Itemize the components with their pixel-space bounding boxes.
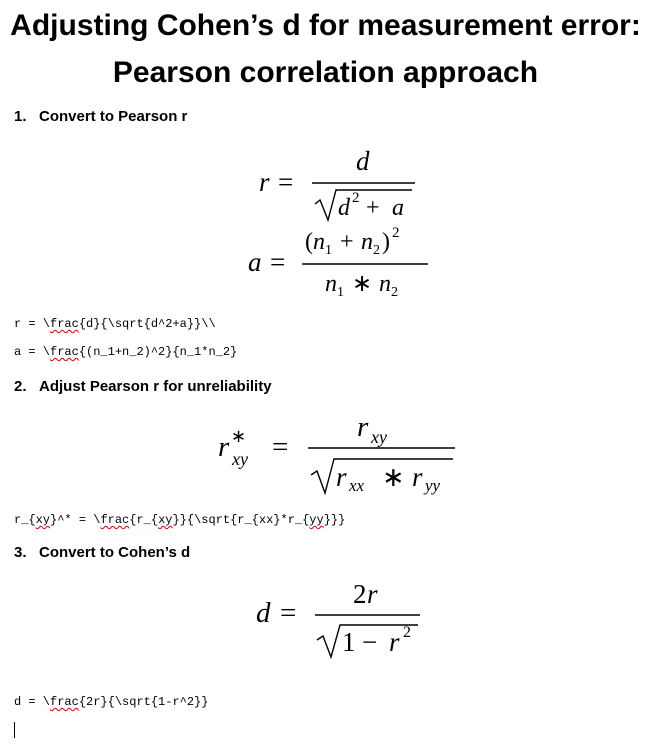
- section-title: Convert to Cohen’s d: [39, 544, 191, 561]
- svg-text:1: 1: [337, 285, 344, 300]
- svg-text:a: a: [248, 247, 262, 277]
- svg-text:r: r: [389, 627, 400, 657]
- svg-text:): ): [382, 229, 390, 255]
- svg-text:∗: ∗: [231, 426, 247, 446]
- svg-text:r: r: [218, 431, 230, 463]
- svg-text:(: (: [305, 229, 313, 255]
- latex-line-2: a = \frac{(n_1+n_2)^2}{n_1*n_2}: [14, 345, 238, 359]
- equation-adjust-r: [0, 405, 651, 500]
- svg-text:−: −: [362, 627, 378, 657]
- svg-text:n: n: [379, 271, 391, 297]
- svg-text:∗: ∗: [382, 462, 405, 492]
- svg-text:r: r: [336, 462, 347, 492]
- svg-text:1: 1: [342, 627, 356, 657]
- svg-text:n: n: [325, 271, 337, 297]
- section-title: Convert to Pearson r: [39, 108, 188, 125]
- latex-line-4: d = \frac{2r}{\sqrt{1-r^2}}: [14, 695, 209, 709]
- svg-text:r: r: [357, 411, 369, 443]
- svg-text:d: d: [256, 597, 271, 629]
- section-heading-2: [14, 378, 272, 395]
- svg-text:=: =: [278, 167, 294, 197]
- svg-text:+: +: [340, 229, 354, 255]
- svg-text:2: 2: [352, 190, 360, 206]
- svg-text:2: 2: [392, 225, 400, 241]
- svg-text:=: =: [270, 247, 286, 277]
- svg-text:r: r: [412, 462, 423, 492]
- svg-text:2: 2: [391, 285, 398, 300]
- section-heading-3: [14, 544, 190, 561]
- latex-line-1: r = \frac{d}{\sqrt{d^2+a}}\\: [14, 317, 216, 331]
- svg-text:d: d: [356, 146, 370, 176]
- svg-text:∗: ∗: [352, 271, 373, 297]
- svg-text:r: r: [367, 579, 378, 609]
- svg-text:2: 2: [353, 579, 367, 609]
- svg-text:r: r: [259, 167, 270, 197]
- section-title: Adjust Pearson r for unreliability: [39, 378, 272, 395]
- svg-text:a: a: [392, 195, 404, 221]
- section-heading-1: [14, 108, 187, 125]
- equation-cohens-d: [0, 575, 651, 660]
- text-cursor[interactable]: [14, 722, 15, 738]
- svg-text:xy: xy: [232, 449, 248, 469]
- svg-text:n: n: [313, 229, 325, 255]
- svg-text:=: =: [272, 431, 289, 463]
- latex-line-3: r_{xy}^* = \frac{r_{xy}}{\sqrt{r_{xx}*r_{yy}}}: [14, 513, 346, 527]
- svg-text:n: n: [361, 229, 373, 255]
- svg-text:2: 2: [373, 243, 380, 258]
- equation-pearson-r: [0, 140, 651, 305]
- svg-text:+: +: [366, 195, 380, 221]
- svg-text:xy: xy: [371, 427, 387, 447]
- svg-text:xx: xx: [349, 476, 365, 495]
- svg-text:yy: yy: [425, 476, 441, 495]
- svg-text:=: =: [280, 597, 297, 629]
- svg-text:1: 1: [325, 243, 332, 258]
- svg-text:2: 2: [403, 624, 411, 641]
- section-number: 3.: [14, 544, 27, 561]
- document-title: Adjusting Cohen’s d for measurement error: Pearson correlation approach: [10, 9, 641, 89]
- svg-text:d: d: [338, 195, 350, 221]
- section-number: 2.: [14, 378, 27, 395]
- section-number: 1.: [14, 108, 27, 125]
